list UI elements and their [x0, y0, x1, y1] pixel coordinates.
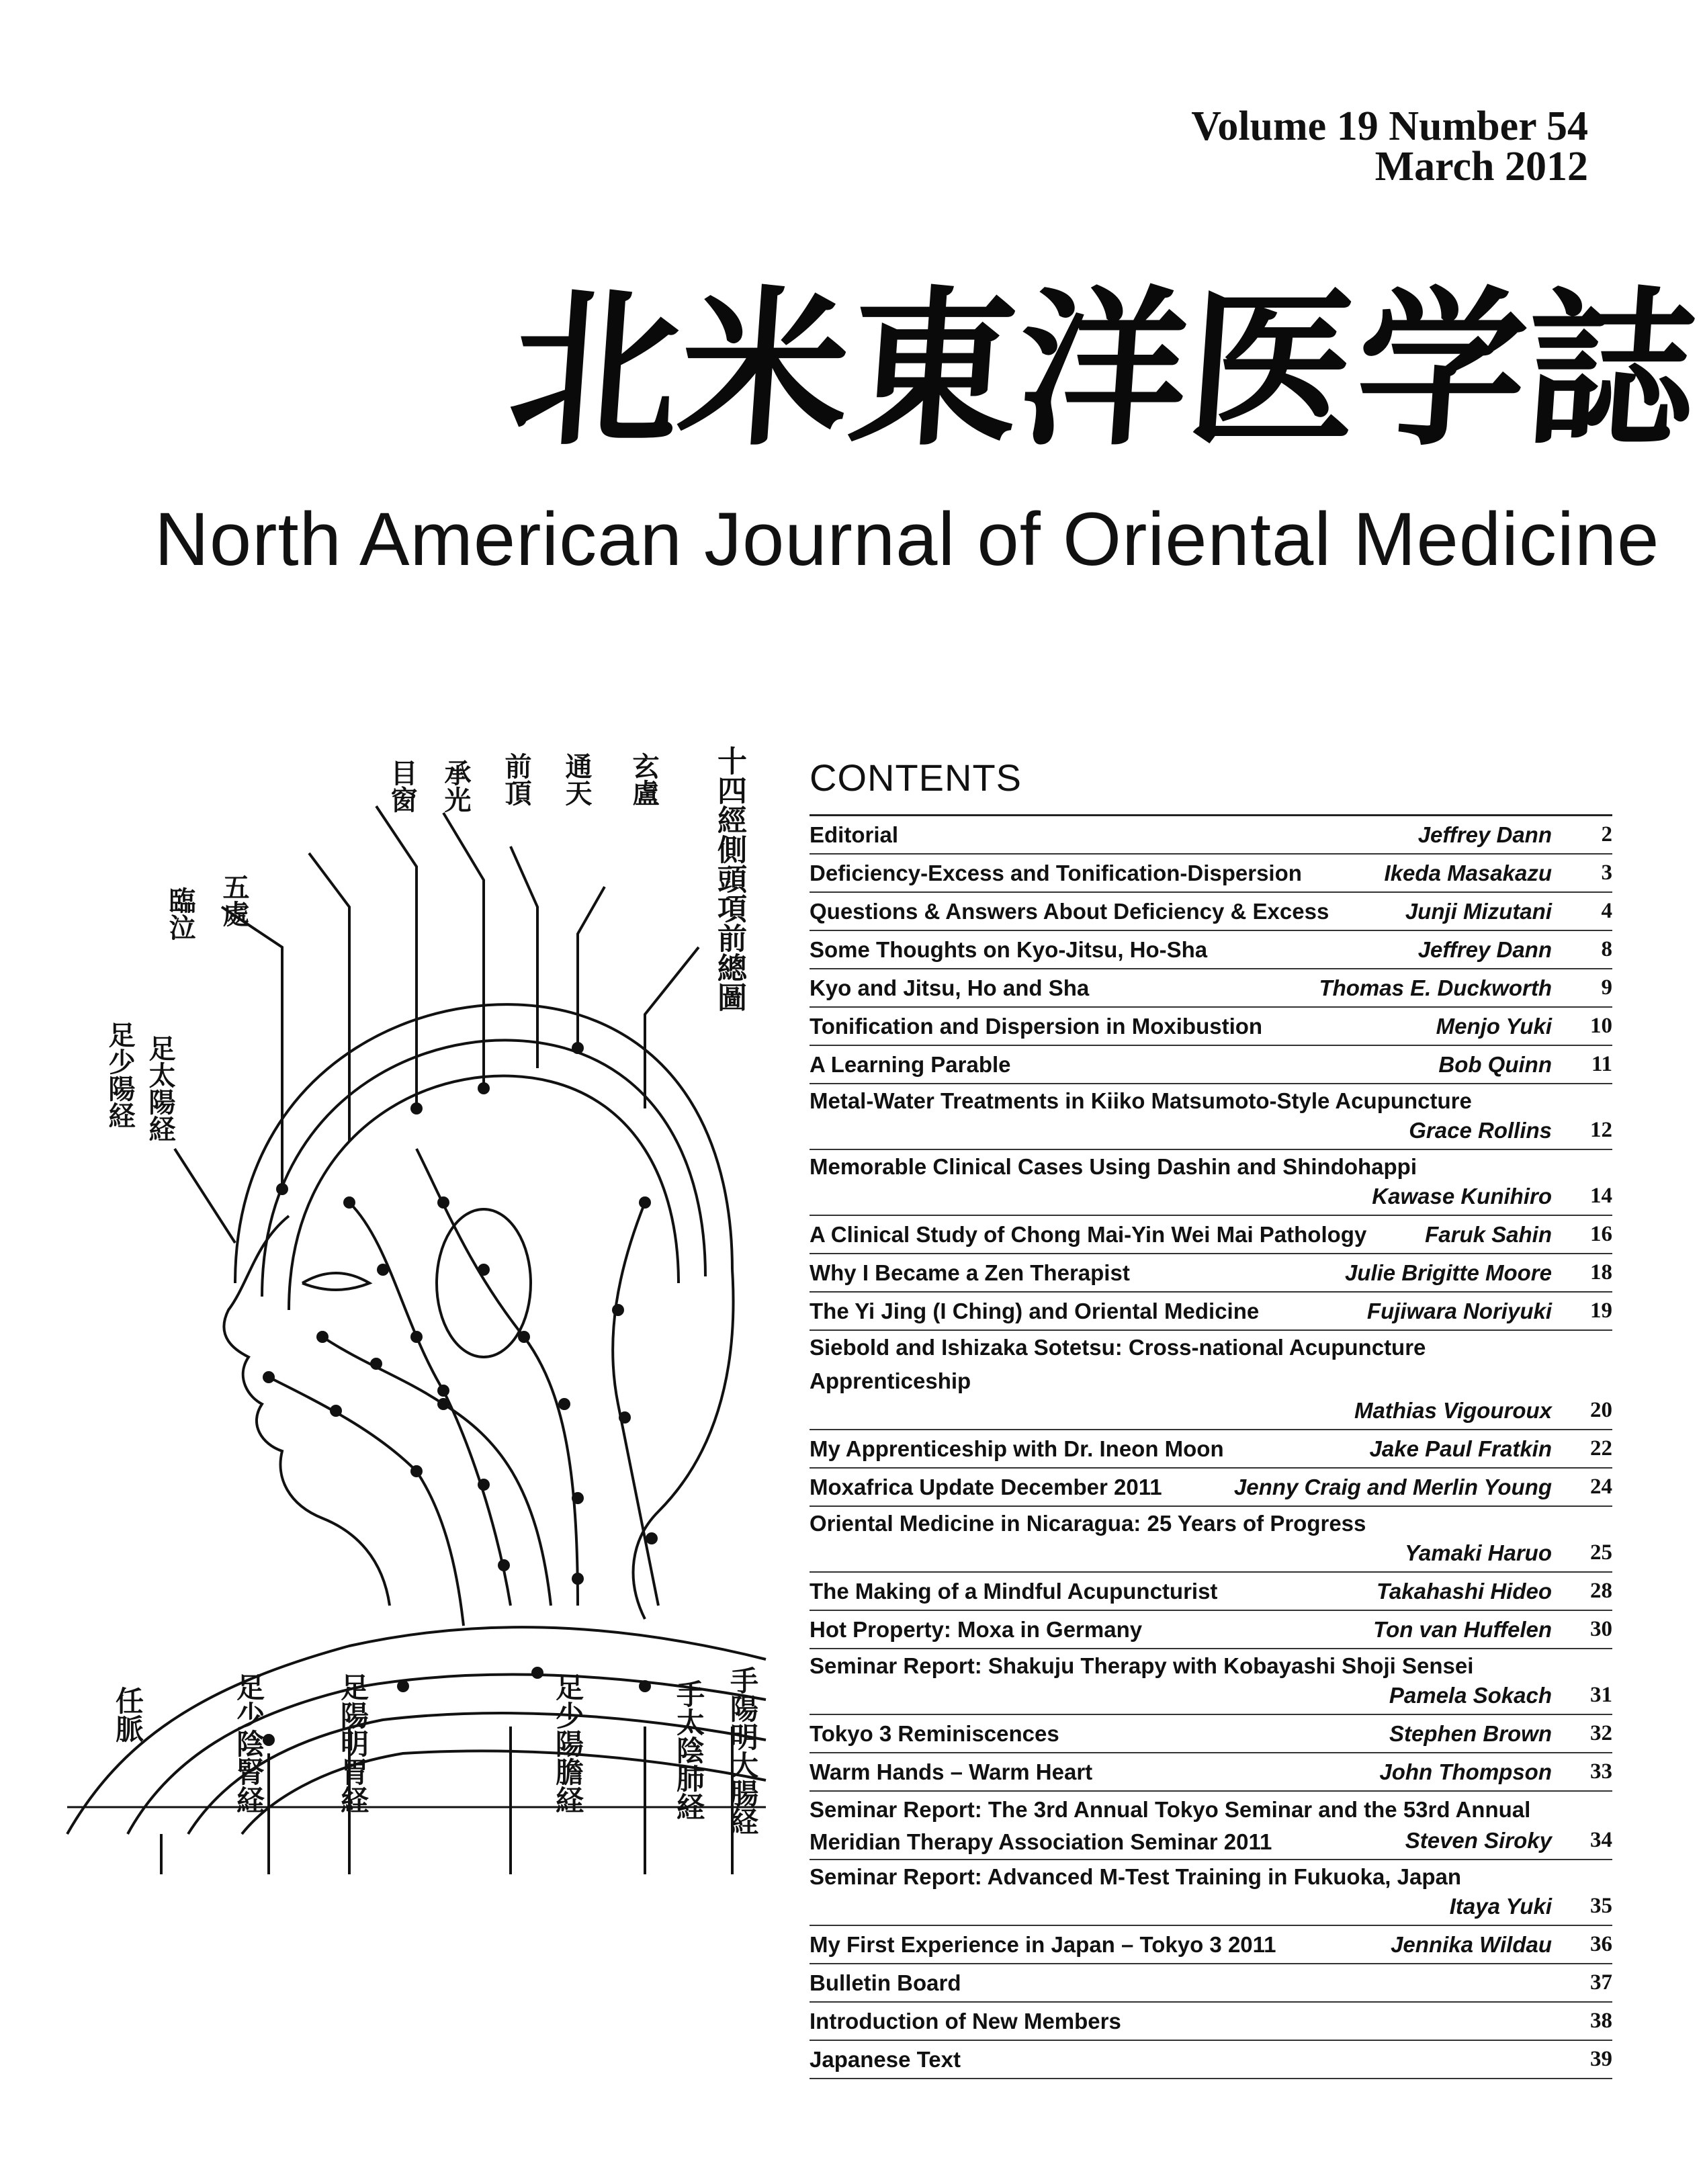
article-title: Why I Became a Zen Therapist [810, 1260, 1130, 1285]
contents-row [810, 1469, 1612, 1507]
article-title: Some Thoughts on Kyo-Jitsu, Ho-Sha [810, 937, 1208, 962]
figure-label-top: 玄盧 [628, 752, 659, 806]
article-author: Grace Rollins [1409, 1118, 1552, 1143]
article-title: The Making of a Mindful Acupuncturist [810, 1579, 1218, 1604]
contents-row [810, 1753, 1612, 1792]
article-title: Tonification and Dispersion in Moxibustion [810, 1014, 1263, 1039]
article-author: Mathias Vigouroux [1354, 1398, 1552, 1423]
issue-date: March 2012 [1374, 144, 1588, 189]
contents-heading: CONTENTS [810, 756, 1022, 799]
page-number: 24 [1590, 1475, 1612, 1499]
page-number: 14 [1590, 1184, 1612, 1208]
article-author: Jake Paul Fratkin [1369, 1436, 1552, 1461]
page-number: 34 [1590, 1828, 1612, 1852]
article-title: Warm Hands – Warm Heart [810, 1759, 1093, 1784]
contents-row [810, 1926, 1612, 1964]
contents-row [810, 969, 1612, 1008]
article-author: Julie Brigitte Moore [1344, 1260, 1552, 1285]
figure-label-top: 前頂 [500, 752, 531, 806]
page-number: 37 [1590, 1970, 1612, 1995]
contents-row [810, 2003, 1612, 2041]
article-title: My Apprenticeship with Dr. Ineon Moon [810, 1436, 1224, 1461]
contents-row [810, 1964, 1612, 2003]
article-title: Deficiency-Excess and Tonification-Dispersion [810, 861, 1302, 885]
figure-label-side: 足少陽経 [104, 1021, 135, 1129]
contents-row [810, 931, 1612, 969]
article-title: A Learning Parable [810, 1052, 1011, 1077]
article-author: Yamaki Haruo [1405, 1540, 1552, 1565]
article-author: Pamela Sokach [1389, 1683, 1552, 1708]
contents-row [810, 816, 1612, 855]
kanji-char: 東 [842, 270, 1026, 469]
article-author: Faruk Sahin [1425, 1222, 1552, 1247]
contents-row [810, 1573, 1612, 1611]
article-title: The Yi Jing (I Ching) and Oriental Medicine [810, 1299, 1260, 1323]
article-title: Seminar Report: Advanced M-Test Training in Fukuoka, Japan [810, 1864, 1462, 1889]
contents-row [810, 1150, 1612, 1216]
figure-label-top: 目窗 [386, 759, 417, 813]
page-number: 30 [1590, 1617, 1612, 1641]
contents-row [810, 1254, 1612, 1293]
figure-label-bottom: 手陽明大腸経 [726, 1666, 759, 1835]
article-author: Takahashi Hideo [1376, 1579, 1552, 1604]
article-author: Jeffrey Dann [1417, 822, 1552, 847]
article-author: Thomas E. Duckworth [1319, 975, 1552, 1000]
article-author: Ton van Huffelen [1373, 1617, 1552, 1642]
page-number: 35 [1590, 1894, 1612, 1918]
article-author: Stephen Brown [1389, 1721, 1552, 1746]
journal-title: North American Journal of Oriental Medicine [155, 497, 1660, 581]
page-number: 2 [1601, 822, 1612, 846]
article-title: Hot Property: Moxa in Germany [810, 1617, 1143, 1642]
contents-row [810, 1715, 1612, 1753]
figure-label-bottom: 足陽明胃経 [337, 1673, 369, 1814]
contents-row [810, 2041, 1612, 2079]
page-number: 18 [1590, 1260, 1612, 1284]
contents-row [810, 1008, 1612, 1046]
contents-row [810, 893, 1612, 931]
contents-row [810, 855, 1612, 893]
kanji-char: 米 [672, 270, 857, 469]
article-author: Menjo Yuki [1436, 1014, 1552, 1039]
page-number: 39 [1590, 2047, 1612, 2071]
page-number: 25 [1590, 1540, 1612, 1565]
japanese-title [503, 269, 1703, 470]
article-author: Jeffrey Dann [1417, 937, 1552, 962]
figure-label-top: 十四經側頭項前總圖 [712, 746, 746, 1012]
contents-row [810, 1860, 1612, 1926]
figure-label-bottom: 手太陰肺経 [672, 1679, 705, 1821]
article-author: John Thompson [1379, 1759, 1552, 1784]
article-title: Seminar Report: Shakuju Therapy with Kobayashi Shoji Sensei [810, 1653, 1474, 1678]
page-number: 31 [1590, 1683, 1612, 1707]
page-number: 12 [1590, 1118, 1612, 1142]
figure-label-bottom: 任脈 [112, 1686, 144, 1743]
article-author: Kawase Kunihiro [1372, 1184, 1552, 1209]
article-title: Memorable Clinical Cases Using Dashin and Shindohappi [810, 1154, 1417, 1179]
contents-row [810, 1084, 1612, 1150]
article-title: Introduction of New Members [810, 2009, 1121, 2034]
contents-row [810, 1331, 1612, 1430]
article-title: Moxafrica Update December 2011 [810, 1475, 1162, 1499]
page-number: 10 [1590, 1014, 1612, 1038]
contents-row [810, 1216, 1612, 1254]
kanji-char: 誌 [1519, 270, 1703, 469]
page-number: 4 [1601, 899, 1612, 923]
article-title: A Clinical Study of Chong Mai-Yin Wei Mai Pathology [810, 1222, 1367, 1247]
figure-label-top: 通天 [561, 752, 592, 806]
page-number: 3 [1601, 861, 1612, 885]
kanji-char: 北 [503, 270, 687, 469]
article-title: Metal-Water Treatments in Kiiko Matsumoto-Style Acupuncture [810, 1088, 1472, 1113]
article-title: Questions & Answers About Deficiency & Excess [810, 899, 1329, 924]
article-title: My First Experience in Japan – Tokyo 3 2011 [810, 1932, 1276, 1957]
article-title: Bulletin Board [810, 1970, 961, 1995]
article-author: Junji Mizutani [1405, 899, 1552, 924]
figure-label-top: 五處 [218, 873, 249, 927]
page-number: 36 [1590, 1932, 1612, 1956]
kanji-char: 学 [1350, 270, 1534, 469]
page-number: 11 [1591, 1052, 1612, 1076]
article-author: Bob Quinn [1438, 1052, 1552, 1077]
article-title: Japanese Text [810, 2047, 961, 2072]
figure-label-bottom: 足少陰腎経 [232, 1673, 265, 1814]
issue-info [1191, 103, 1588, 189]
page-number: 32 [1590, 1721, 1612, 1745]
article-author: Jenny Craig and Merlin Young [1233, 1475, 1552, 1499]
contents-row [810, 1611, 1612, 1649]
page-number: 22 [1590, 1436, 1612, 1460]
contents-row [810, 1649, 1612, 1715]
page-number: 20 [1590, 1398, 1612, 1422]
article-title: Editorial [810, 822, 899, 847]
figure-label-top: 承光 [440, 759, 471, 813]
page-number: 38 [1590, 2009, 1612, 2033]
article-title: Tokyo 3 Reminiscences [810, 1721, 1059, 1746]
article-author: Steven Siroky [1405, 1828, 1552, 1853]
volume-number: Volume 19 Number 54 [1191, 103, 1588, 149]
contents-row [810, 1430, 1612, 1469]
article-author: Ikeda Masakazu [1384, 861, 1552, 885]
article-title-continued: Meridian Therapy Association Seminar 2011 [810, 1829, 1272, 1854]
figure-label-bottom: 足少陽膽経 [552, 1673, 584, 1814]
contents-row [810, 1046, 1612, 1084]
contents-row [810, 1792, 1612, 1860]
article-title: Seminar Report: The 3rd Annual Tokyo Seminar and the 53rd Annual [810, 1797, 1531, 1822]
figure-label-side: 足太陽経 [144, 1035, 175, 1142]
article-title: Kyo and Jitsu, Ho and Sha [810, 975, 1090, 1000]
page-number: 28 [1590, 1579, 1612, 1603]
article-title: Siebold and Ishizaka Sotetsu: Cross-national Acupuncture Apprenticeship [810, 1335, 1426, 1393]
page-number: 8 [1601, 937, 1612, 961]
kanji-char: 医 [1180, 270, 1364, 469]
article-title: Oriental Medicine in Nicaragua: 25 Years of Progress [810, 1511, 1366, 1536]
contents-row [810, 1507, 1612, 1573]
page-number: 16 [1590, 1222, 1612, 1246]
page-number: 33 [1590, 1759, 1612, 1784]
kanji-char: 洋 [1011, 270, 1195, 469]
article-author: Fujiwara Noriyuki [1366, 1299, 1552, 1323]
contents-list [810, 814, 1612, 2079]
figure-label-top: 臨泣 [165, 887, 195, 941]
contents-row [810, 1293, 1612, 1331]
page-number: 9 [1601, 975, 1612, 1000]
page-number: 19 [1590, 1299, 1612, 1323]
article-author: Jennika Wildau [1391, 1932, 1552, 1957]
article-author: Itaya Yuki [1449, 1894, 1552, 1919]
